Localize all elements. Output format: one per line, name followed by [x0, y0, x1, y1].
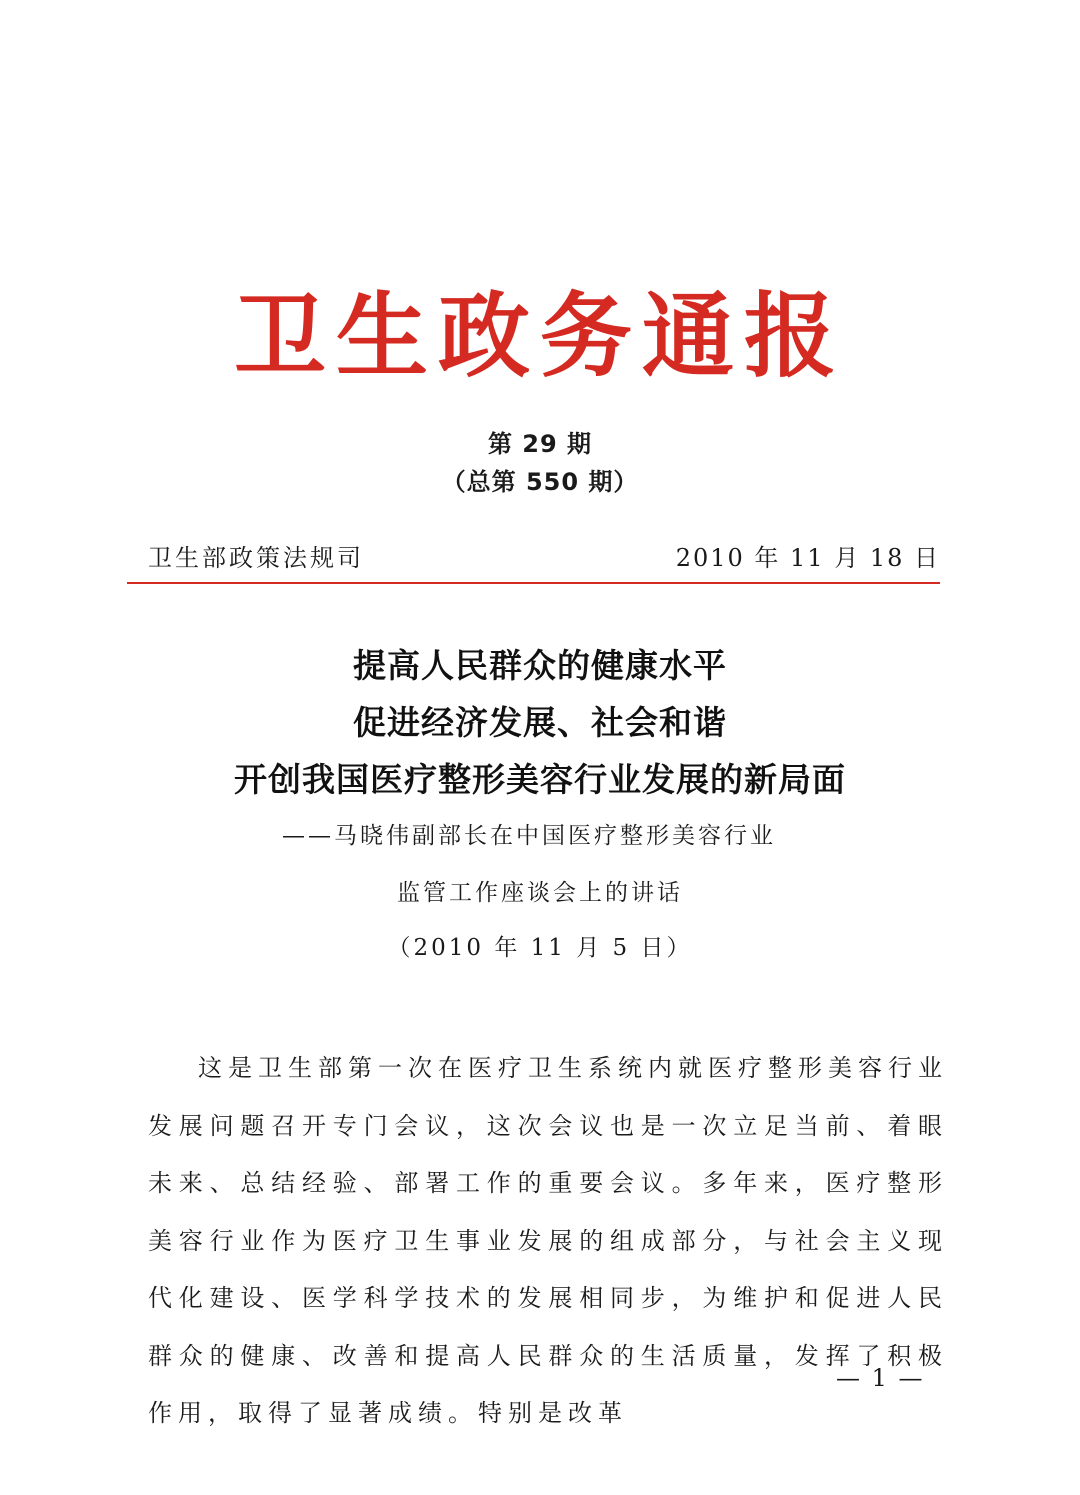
issue-number: 第 29 期 [487, 430, 593, 458]
speech-date: （2010 年 11 月 5 日） [387, 935, 693, 961]
article-title-line: 促进经济发展、社会和谐 [353, 703, 727, 742]
article-subtitle-line: 监管工作座谈会上的讲话 [397, 880, 683, 906]
masthead-title: 卫生政务通报 [233, 282, 846, 390]
article-title-line: 提高人民群众的健康水平 [353, 646, 727, 685]
issue-date: 2010 年 11 月 18 日 [675, 544, 940, 572]
issuing-department: 卫生部政策法规司 [148, 544, 364, 572]
article-title-line: 开创我国医疗整形美容行业发展的新局面 [234, 760, 846, 799]
article-subtitle-line: ——马晓伟副部长在中国医疗整形美容行业 [282, 823, 776, 849]
article-body-paragraph: 这是卫生部第一次在医疗卫生系统内就医疗整形美容行业发展问题召开专门会议，这次会议也是一次立足当前、着眼未来、总结经验、部署工作的重要会议。多年来，医疗整形美容行业作为医疗卫生事业发展的组成部分，与社会主义现代化建设、医学科学技术的发展相同步，为维护和促进人民群众的健康、改善和提高人民群众的生活质量，发挥了积极作用，取得了显著成绩。特别是改革 [148, 1054, 948, 1427]
red-divider [127, 582, 940, 584]
issue-total: （总第 550 期） [441, 468, 639, 496]
page-number: — 1 — [836, 1364, 925, 1392]
